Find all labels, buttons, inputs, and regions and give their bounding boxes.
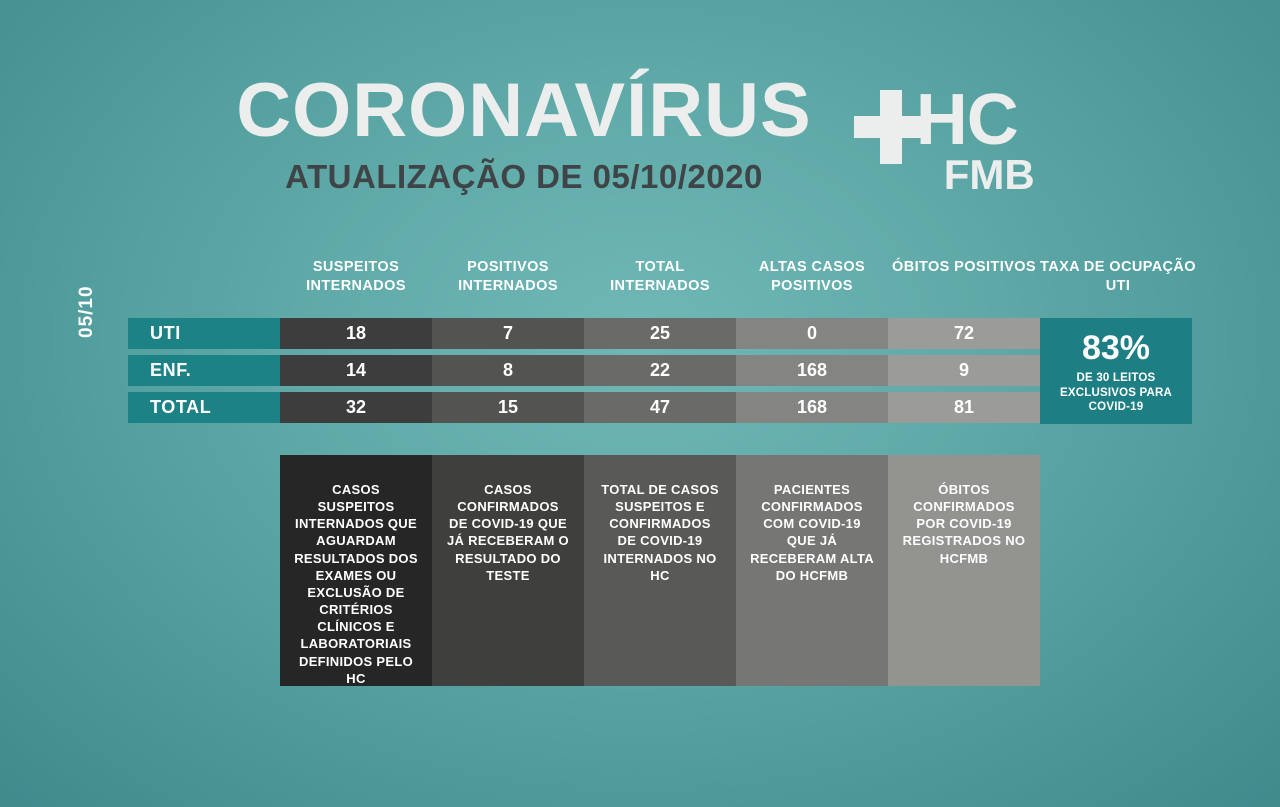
cell-total-obitos: 81 — [888, 392, 1040, 423]
header — [0, 68, 1280, 214]
table-row — [128, 318, 1192, 349]
cell-enf-suspeitos: 14 — [280, 355, 432, 386]
cell-uti-total: 25 — [584, 318, 736, 349]
legend-item-suspeitos: CASOS SUSPEITOS INTERNADOS QUE AGUARDAM RESULTADOS DOS EXAMES OU EXCLUSÃO DE CRITÉRIOS CLÍNICOS E LABORATORIAIS DEFINIDOS PELO HC — [280, 455, 432, 686]
uti-occupancy-box — [1040, 318, 1192, 424]
cell-enf-total: 22 — [584, 355, 736, 386]
legend — [280, 455, 1040, 686]
page-subtitle: ATUALIZAÇÃO DE 05/10/2020 — [285, 157, 763, 195]
cell-enf-obitos: 9 — [888, 355, 1040, 386]
cell-enf-positivos: 8 — [432, 355, 584, 386]
cell-uti-positivos: 7 — [432, 318, 584, 349]
date-label: 05/10 — [76, 285, 97, 338]
cell-total-positivos: 15 — [432, 392, 584, 423]
cell-uti-suspeitos: 18 — [280, 318, 432, 349]
row-label-total: TOTAL — [128, 392, 280, 423]
uti-occupancy-value: 83% — [1081, 329, 1151, 368]
column-header-positivos-internados: POSITIVOS INTERNADOS — [458, 259, 558, 294]
column-header-obitos-positivos: ÓBITOS POSITIVOS — [892, 259, 1036, 275]
logo-fmb-text: FMB — [943, 151, 1035, 198]
title-block — [236, 68, 812, 196]
uti-occupancy-note: DE 30 LEITOS EXCLUSIVOS PARA COVID-19 — [1059, 372, 1173, 414]
cell-enf-altas: 168 — [736, 355, 888, 386]
table-row — [128, 392, 1192, 423]
legend-item-altas: PACIENTES CONFIRMADOS COM COVID-19 QUE JÁ RECEBERAM ALTA DO HCFMB — [736, 455, 888, 686]
row-label-enf: ENF. — [128, 355, 280, 386]
table-row — [128, 355, 1192, 386]
cell-total-altas: 168 — [736, 392, 888, 423]
column-header-total-internados: TOTAL INTERNADOS — [610, 259, 710, 294]
legend-item-obitos: ÓBITOS CONFIRMADOS POR COVID-19 REGISTRADOS NO HCFMB — [888, 455, 1040, 686]
row-label-uti: UTI — [128, 318, 280, 349]
legend-item-total: TOTAL DE CASOS SUSPEITOS E CONFIRMADOS DE COVID-19 INTERNADOS NO HC — [584, 455, 736, 686]
logo-hc-text: HC — [915, 80, 1018, 160]
legend-item-confirmados: CASOS CONFIRMADOS DE COVID-19 QUE JÁ RECEBERAM O RESULTADO DO TESTE — [432, 455, 584, 686]
cell-total-total: 47 — [584, 392, 736, 423]
cell-total-suspeitos: 32 — [280, 392, 432, 423]
column-header-taxa-ocupacao-uti: TAXA DE OCUPAÇÃO UTI — [1040, 259, 1196, 294]
column-headers — [280, 258, 1196, 296]
cell-uti-obitos: 72 — [888, 318, 1040, 349]
cell-uti-altas: 0 — [736, 318, 888, 349]
column-header-suspeitos-internados: SUSPEITOS INTERNADOS — [306, 259, 406, 294]
column-header-altas-casos-positivos: ALTAS CASOS POSITIVOS — [758, 259, 866, 294]
data-table — [128, 318, 1192, 423]
page-title: CORONAVÍRUS — [236, 68, 812, 153]
hcfmb-logo — [854, 80, 1044, 214]
